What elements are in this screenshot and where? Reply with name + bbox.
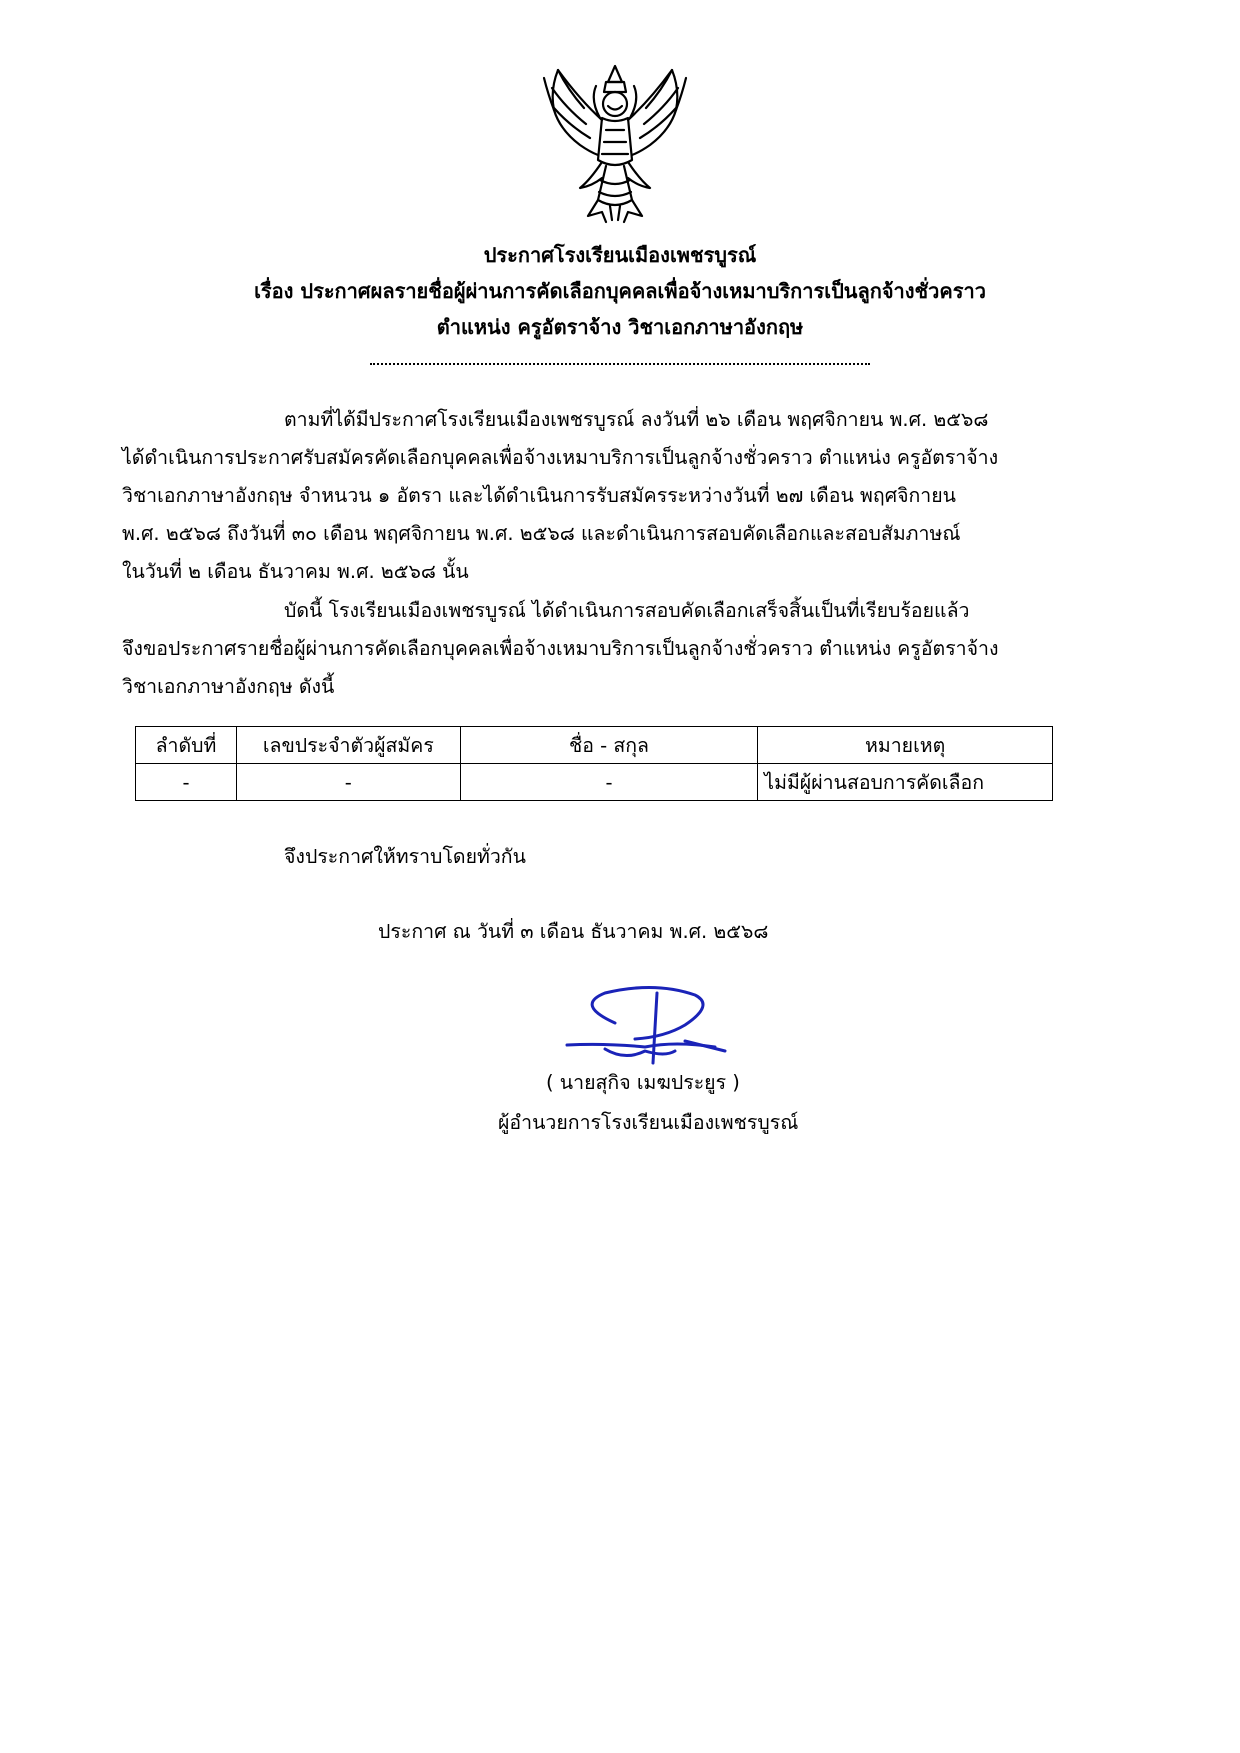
closing-announce: จึงประกาศให้ทราบโดยทั่วกัน xyxy=(284,845,526,868)
header-divider xyxy=(370,363,870,365)
paragraph-line: บัดนี้ โรงเรียนเมืองเพชรบูรณ์ ได้ดำเนินการสอบคัดเลือกเสร็จสิ้นเป็นที่เรียบร้อยแล้ว xyxy=(284,599,970,622)
header-title: ประกาศโรงเรียนเมืองเพชรบูรณ์ xyxy=(483,243,757,267)
body-paragraph-2 xyxy=(122,592,1112,706)
paragraph-line: ตามที่ได้มีประกาศโรงเรียนเมืองเพชรบูรณ์ ลงวันที่ ๒๖ เดือน พฤศจิกายน พ.ศ. ๒๕๖๘ xyxy=(284,408,989,431)
column-header: หมายเหตุ xyxy=(758,727,1053,764)
signer-title: ผู้อำนวยการโรงเรียนเมืองเพชรบูรณ์ xyxy=(498,1111,799,1134)
paragraph-line: ในวันที่ ๒ เดือน ธันวาคม พ.ศ. ๒๕๖๘ นั้น xyxy=(122,560,469,583)
announcement-date: ประกาศ ณ วันที่ ๓ เดือน ธันวาคม พ.ศ. ๒๕๖๘ xyxy=(378,920,769,943)
announcement-header xyxy=(0,240,1240,348)
signer-name: ( นายสุกิจ เมฆประยูร ) xyxy=(546,1071,740,1094)
header-subject: เรื่อง ประกาศผลรายชื่อผู้ผ่านการคัดเลือกบุคคลเพื่อจ้างเหมาบริการเป็นลูกจ้างชั่วคราว xyxy=(254,279,986,303)
table-cell-order: - xyxy=(136,764,237,801)
table-cell-remark: ไม่มีผู้ผ่านสอบการคัดเลือก xyxy=(758,764,1053,801)
paragraph-line: วิชาเอกภาษาอังกฤษ ดังนี้ xyxy=(122,675,335,698)
signature-image xyxy=(565,985,735,1065)
paragraph-line: จึงขอประกาศรายชื่อผู้ผ่านการคัดเลือกบุคคลเพื่อจ้างเหมาบริการเป็นลูกจ้างชั่วคราว ตำแหน่ง ครูอัตราจ้าง xyxy=(122,637,999,660)
garuda-emblem-icon xyxy=(540,60,690,225)
table-header-row xyxy=(136,727,1053,764)
table-cell-name: - xyxy=(460,764,758,801)
results-table xyxy=(135,726,1053,801)
header-position: ตำแหน่ง ครูอัตราจ้าง วิชาเอกภาษาอังกฤษ xyxy=(436,315,804,339)
table-cell-applicant-id: - xyxy=(236,764,460,801)
paragraph-line: วิชาเอกภาษาอังกฤษ จำหนวน ๑ อัตรา และได้ดำเนินการรับสมัครระหว่างวันที่ ๒๗ เดือน พฤศจิกายน xyxy=(122,484,957,507)
column-header: ชื่อ - สกุล xyxy=(460,727,758,764)
column-header: เลขประจำตัวผู้สมัคร xyxy=(236,727,460,764)
table-row xyxy=(136,764,1053,801)
paragraph-line: พ.ศ. ๒๕๖๘ ถึงวันที่ ๓๐ เดือน พฤศจิกายน พ.ศ. ๒๕๖๘ และดำเนินการสอบคัดเลือกและสอบสัมภาษณ์ xyxy=(122,522,961,545)
column-header: ลำดับที่ xyxy=(136,727,237,764)
body-paragraph-1 xyxy=(122,401,1112,591)
paragraph-line: ได้ดำเนินการประกาศรับสมัครคัดเลือกบุคคลเพื่อจ้างเหมาบริการเป็นลูกจ้างชั่วคราว ตำแหน่ง ครูอัตราจ้าง xyxy=(122,446,999,469)
